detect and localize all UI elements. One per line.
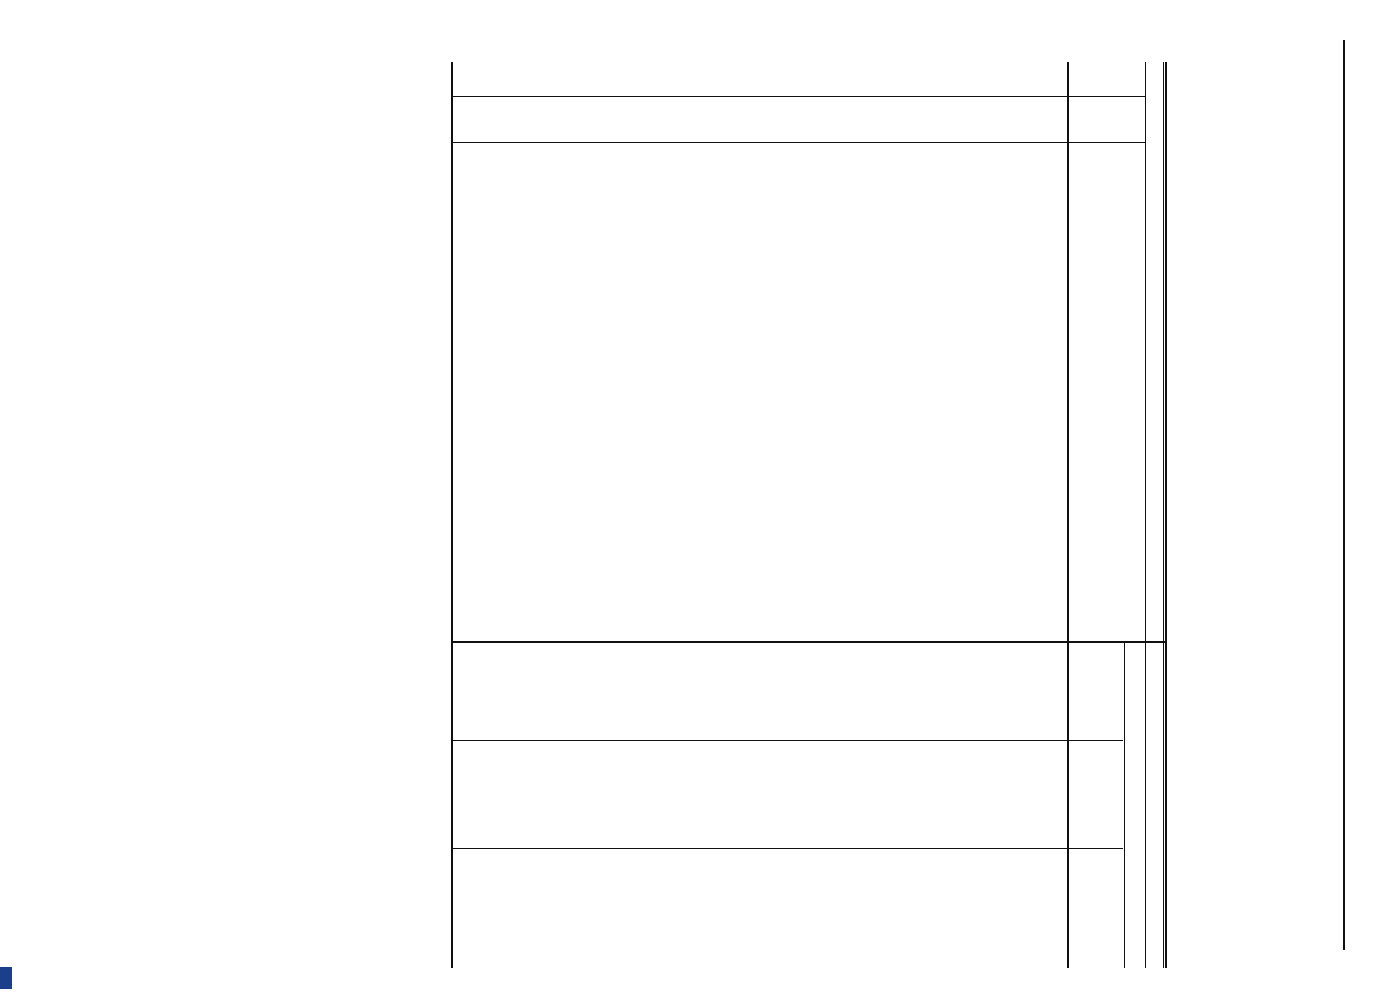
intro-text bbox=[1197, 55, 1249, 935]
side-note bbox=[0, 967, 15, 993]
table-row bbox=[569, 66, 599, 966]
table-top-rule-2 bbox=[1163, 62, 1164, 968]
table-row bbox=[981, 66, 997, 966]
table-row bbox=[789, 66, 837, 966]
table-row bbox=[533, 66, 561, 966]
table-row bbox=[1011, 66, 1025, 966]
table-row bbox=[499, 66, 513, 966]
table-row bbox=[997, 66, 1011, 966]
colnum-rule bbox=[1145, 62, 1146, 968]
head-rule bbox=[1343, 40, 1345, 950]
table-row bbox=[673, 66, 701, 966]
table-row bbox=[841, 66, 887, 966]
table-bottom-rule bbox=[451, 62, 453, 968]
table-row bbox=[485, 66, 499, 966]
table-row bbox=[887, 66, 933, 966]
header-bottom-rule bbox=[1067, 62, 1069, 968]
table-top-rule bbox=[1165, 62, 1167, 968]
running-head bbox=[1345, 40, 1383, 950]
table-row bbox=[639, 66, 669, 966]
table-row bbox=[739, 66, 785, 966]
header-group-rule bbox=[1124, 642, 1125, 968]
dfg-logo bbox=[0, 967, 12, 989]
table-row bbox=[705, 66, 735, 966]
table-row bbox=[605, 66, 635, 966]
